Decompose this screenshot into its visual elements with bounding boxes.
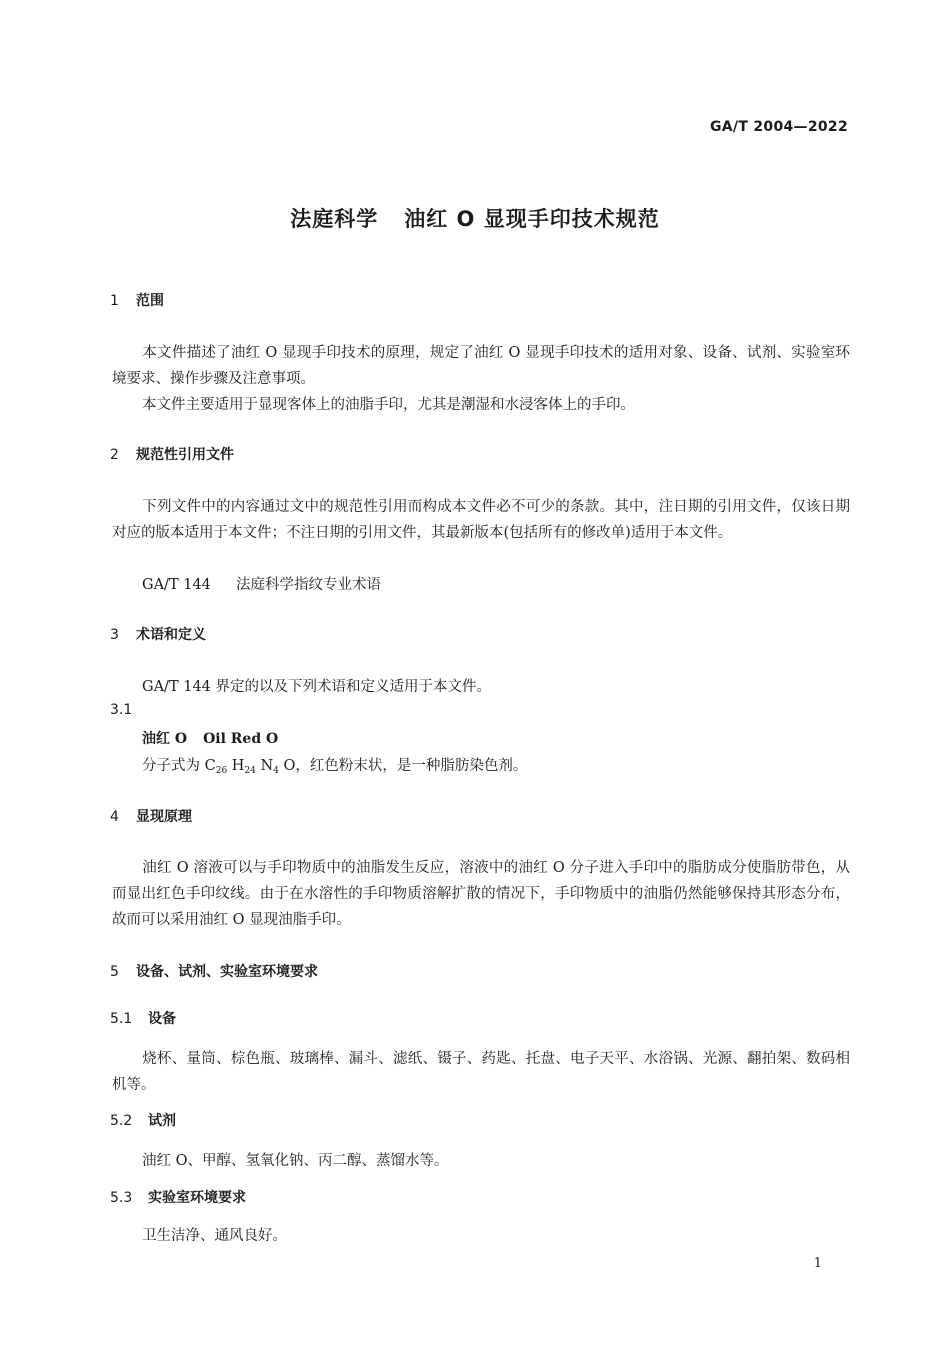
section-3-number: 3: [110, 627, 119, 643]
section-1-paragraph-1: [112, 340, 850, 392]
section-5-title: 设备、试剂、实验室环境要求: [136, 964, 318, 980]
section-5-3-heading: [110, 1187, 246, 1207]
term-number: 3.1: [110, 702, 133, 718]
section-2-paragraph-1: [112, 494, 850, 546]
subscript-hydrogen: 24: [244, 766, 256, 776]
section-2-title: 规范性引用文件: [136, 447, 234, 463]
section-5-2-heading: [110, 1110, 176, 1130]
section-3-title: 术语和定义: [136, 627, 206, 643]
reference-code: GA/T 144: [142, 577, 211, 593]
section-2-paragraph-1-text: 下列文件中的内容通过文中的规范性引用而构成本文件必不可少的条款。其中，注日期的引用文件，仅该日期对应的版本适用于本文件；不注日期的引用文件，其最新版本(包括所有的修改单)适用于本文件。: [112, 499, 850, 541]
standard-code: GA/T 2004—2022: [710, 119, 848, 135]
definition-prefix: 分子式为 C: [142, 758, 216, 774]
section-4-heading: [110, 806, 192, 826]
subscript-carbon: 26: [215, 766, 228, 776]
section-1-paragraph-1-text: 本文件描述了油红 O 显现手印技术的原理，规定了油红 O 显现手印技术的适用对象、设备、试剂、实验室环境要求、操作步骤及注意事项。: [112, 345, 850, 387]
formula-n: N: [255, 758, 274, 774]
section-5-1-title: 设备: [148, 1011, 176, 1027]
section-5-1-number: 5.1: [110, 1011, 133, 1027]
title-part-2: 油红 O 显现手印技术规范: [404, 207, 660, 231]
section-1-number: 1: [110, 293, 119, 309]
formula-h: H: [227, 758, 245, 774]
section-1-title: 范围: [136, 293, 164, 309]
section-5-2-number: 5.2: [110, 1113, 133, 1129]
page-number: 1: [813, 1256, 822, 1271]
section-5-3-paragraph: 卫生洁净、通风良好。: [142, 1228, 287, 1244]
section-4-title: 显现原理: [136, 809, 192, 825]
section-5-1-paragraph: [112, 1046, 850, 1098]
definition-suffix: O，红色粉末状，是一种脂肪染色剂。: [278, 758, 528, 774]
term-definition: [142, 754, 527, 776]
section-5-1-paragraph-text: 烧杯、量筒、棕色瓶、玻璃棒、漏斗、滤纸、镊子、药匙、托盘、电子天平、水浴锅、光源、翻拍架、数码相机等。: [112, 1051, 850, 1093]
subscript-nitrogen: 4: [273, 766, 279, 776]
document-title: [0, 203, 950, 233]
section-4-number: 4: [110, 809, 119, 825]
section-2-heading: [110, 444, 234, 464]
normative-reference: [142, 573, 381, 594]
section-5-2-paragraph: 油红 O、甲醇、氢氧化钠、丙二醇、蒸馏水等。: [142, 1153, 449, 1169]
title-part-1: 法庭科学: [290, 207, 379, 231]
term-name-en: Oil Red O: [203, 731, 279, 747]
section-3-heading: [110, 624, 206, 644]
section-4-paragraph-1: [112, 855, 850, 933]
term-name-cn: 油红 O: [142, 731, 188, 747]
reference-title: 法庭科学指纹专业术语: [236, 577, 381, 593]
section-5-2-title: 试剂: [148, 1113, 176, 1129]
section-5-heading: [110, 961, 318, 981]
section-1-heading: [110, 290, 164, 310]
section-5-number: 5: [110, 964, 119, 980]
section-4-paragraph-1-text: 油红 O 溶液可以与手印物质中的油脂发生反应，溶液中的油红 O 分子进入手印中的脂肪成分使脂肪带色，从而显出红色手印纹线。由于在水溶性的手印物质溶解扩散的情况下，手印物质中的油脂仍然能够保持其形态分布，故而可以采用油红 O 显现油脂手印。: [112, 860, 850, 928]
section-1-paragraph-2-text: 本文件主要适用于显现客体上的油脂手印，尤其是潮湿和水浸客体上的手印。: [142, 397, 635, 413]
term-name: [142, 728, 278, 748]
section-1-paragraph-2: [112, 392, 850, 418]
section-3-paragraph-1: GA/T 144 界定的以及下列术语和定义适用于本文件。: [142, 679, 492, 695]
section-2-number: 2: [110, 447, 119, 463]
section-5-3-title: 实验室环境要求: [148, 1190, 246, 1206]
section-5-3-number: 5.3: [110, 1190, 133, 1206]
section-5-1-heading: [110, 1008, 176, 1028]
